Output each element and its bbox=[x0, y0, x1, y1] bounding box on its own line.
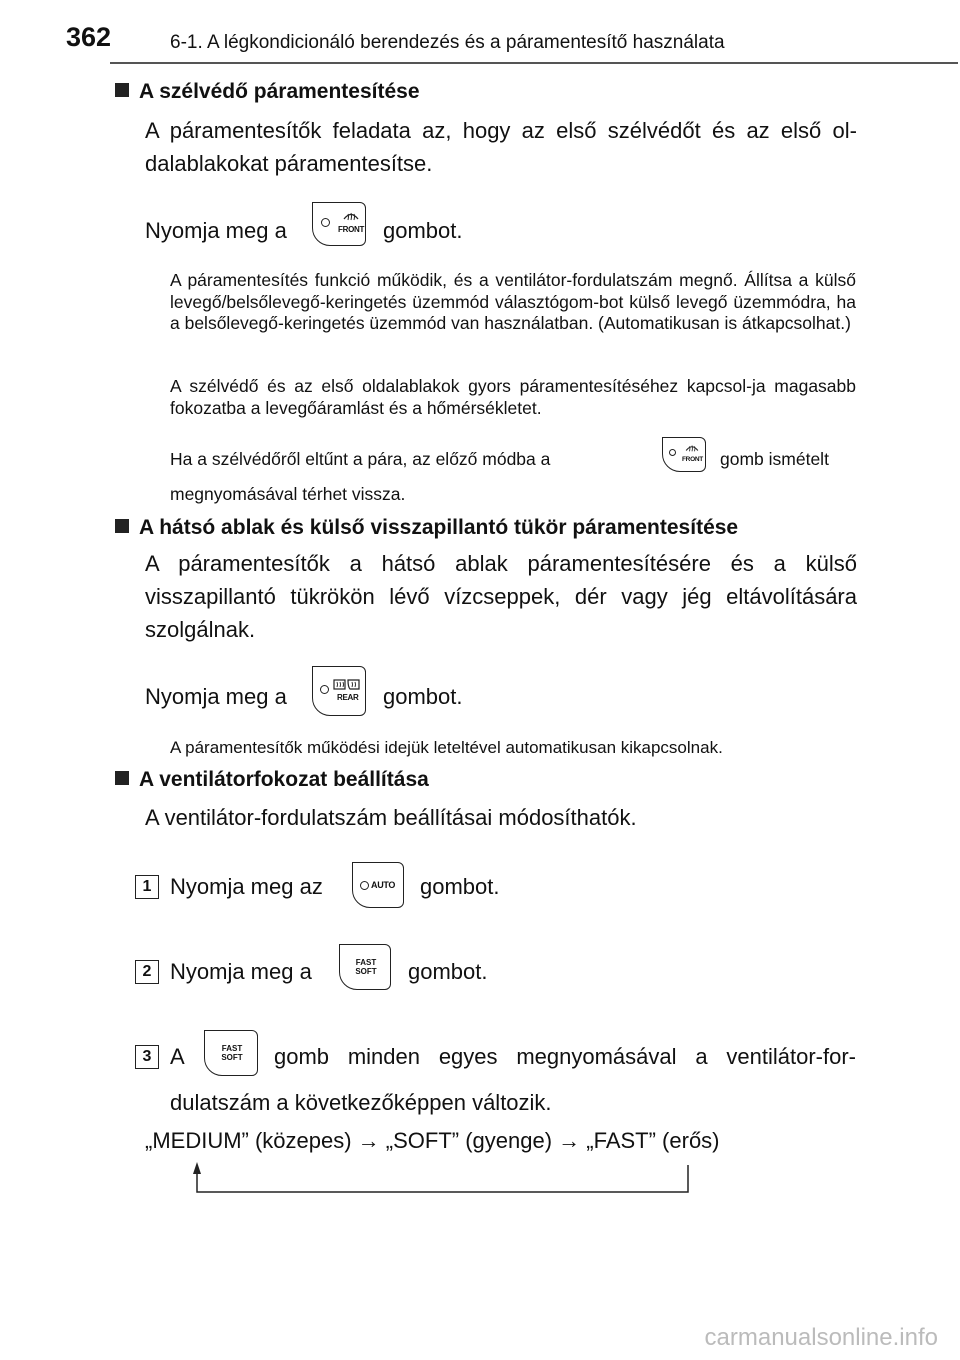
bullet-square-icon bbox=[115, 771, 129, 785]
header-divider bbox=[110, 62, 958, 64]
fan-intro: A ventilátor-fordulatszám beállításai módosíthatók. bbox=[145, 805, 637, 830]
step-number-2: 2 bbox=[135, 960, 159, 984]
windshield-note-3-cont: megnyomásával térhet vissza. bbox=[170, 484, 406, 504]
watermark: carmanualsonline.info bbox=[704, 1324, 938, 1351]
fan-speed-button-2 bbox=[204, 1030, 258, 1076]
fan-speed-button bbox=[339, 944, 391, 990]
page-number: 362 bbox=[66, 22, 112, 52]
bullet-square-icon bbox=[115, 83, 129, 97]
section-heading-fan: A ventilátorfokozat beállítása bbox=[115, 768, 429, 792]
fan-speed-cycle: „MEDIUM” (közepes) → „SOFT” (gyenge) → „FAST” (erős) bbox=[145, 1128, 720, 1153]
fan-button-label-2: FAST SOFT bbox=[221, 1044, 243, 1062]
indicator-dot-icon bbox=[669, 449, 676, 456]
step-3-cont: dulatszám a következőképpen változik. bbox=[170, 1090, 552, 1115]
indicator-dot-icon bbox=[360, 881, 369, 890]
section-heading-rear: A hátsó ablak és külső visszapillantó tükör páramentesítése bbox=[115, 516, 738, 540]
indicator-dot-icon bbox=[321, 218, 330, 227]
windshield-press-suffix: gombot. bbox=[383, 218, 463, 243]
windshield-intro: A páramentesítők feladata az, hogy az első szélvédőt és az első ol-dalablakokat páramentesítse. bbox=[145, 118, 857, 176]
auto-button bbox=[352, 862, 404, 908]
chapter-title: 6-1. A légkondicionáló berendezés és a páramentesítő használata bbox=[170, 32, 725, 53]
windshield-note-2: A szélvédő és az első oldalablakok gyors páramentesítéséhez kapcsol-ja magasabb fokozatba a levegőáramlást és a hőmérsékletet. bbox=[170, 376, 856, 418]
rear-note: A páramentesítők működési idejük leteltével automatikusan kikapcsolnak. bbox=[170, 738, 723, 757]
indicator-dot-icon bbox=[320, 685, 329, 694]
front-defroster-button bbox=[312, 202, 366, 246]
front-button-label: FRONT bbox=[338, 225, 365, 234]
windshield-note-3-suffix: gomb ismételt bbox=[720, 449, 829, 469]
rear-press-prefix: Nyomja meg a bbox=[145, 684, 287, 709]
rear-intro: A páramentesítők a hátsó ablak páramentesítésére és a külső visszapillantó tükrökön lévő vízcseppek, dér vagy jég eltávolítására szolgálnak. bbox=[145, 551, 857, 642]
section-heading-windshield: A szélvédő páramentesítése bbox=[115, 80, 420, 104]
front-defroster-button-small bbox=[662, 437, 706, 472]
step-number-3: 3 bbox=[135, 1045, 159, 1069]
rear-button-label: REAR bbox=[337, 693, 359, 702]
step-3-prefix: A bbox=[170, 1044, 185, 1069]
step-2-prefix: Nyomja meg a bbox=[170, 959, 312, 984]
step-3-suffix: gomb minden egyes megnyomásával a ventilátor-for- bbox=[274, 1044, 856, 1069]
front-button-label-small: FRONT bbox=[682, 456, 703, 463]
auto-button-label: AUTO bbox=[371, 880, 396, 890]
cycle-return-arrow-icon bbox=[185, 1160, 700, 1200]
windshield-note-3-prefix: Ha a szélvédőről eltűnt a pára, az előző módba a bbox=[170, 449, 551, 469]
windshield-note-1: A páramentesítés funkció működik, és a ventilátor-fordulatszám megnő. Állítsa a külső levegő/belsőlevegő-keringetés üzemmód választógom-bot külső levegő üzemmódra, ha a belsőlevegő-keringetés üzemmód van használatban. (Automatikusan is átkapcsolhat.) bbox=[170, 270, 856, 333]
step-1-prefix: Nyomja meg az bbox=[170, 874, 323, 899]
rear-defroster-button bbox=[312, 666, 366, 716]
windshield-defrost-icon bbox=[685, 443, 699, 453]
windshield-defrost-icon bbox=[343, 210, 359, 222]
windshield-press-prefix: Nyomja meg a bbox=[145, 218, 287, 243]
step-number-1: 1 bbox=[135, 875, 159, 899]
step-2-suffix: gombot. bbox=[408, 959, 488, 984]
step-1-suffix: gombot. bbox=[420, 874, 500, 899]
rear-press-suffix: gombot. bbox=[383, 684, 463, 709]
fan-button-label: FAST SOFT bbox=[355, 958, 377, 976]
bullet-square-icon bbox=[115, 519, 129, 533]
rear-mirror-defrost-icon bbox=[333, 679, 361, 691]
